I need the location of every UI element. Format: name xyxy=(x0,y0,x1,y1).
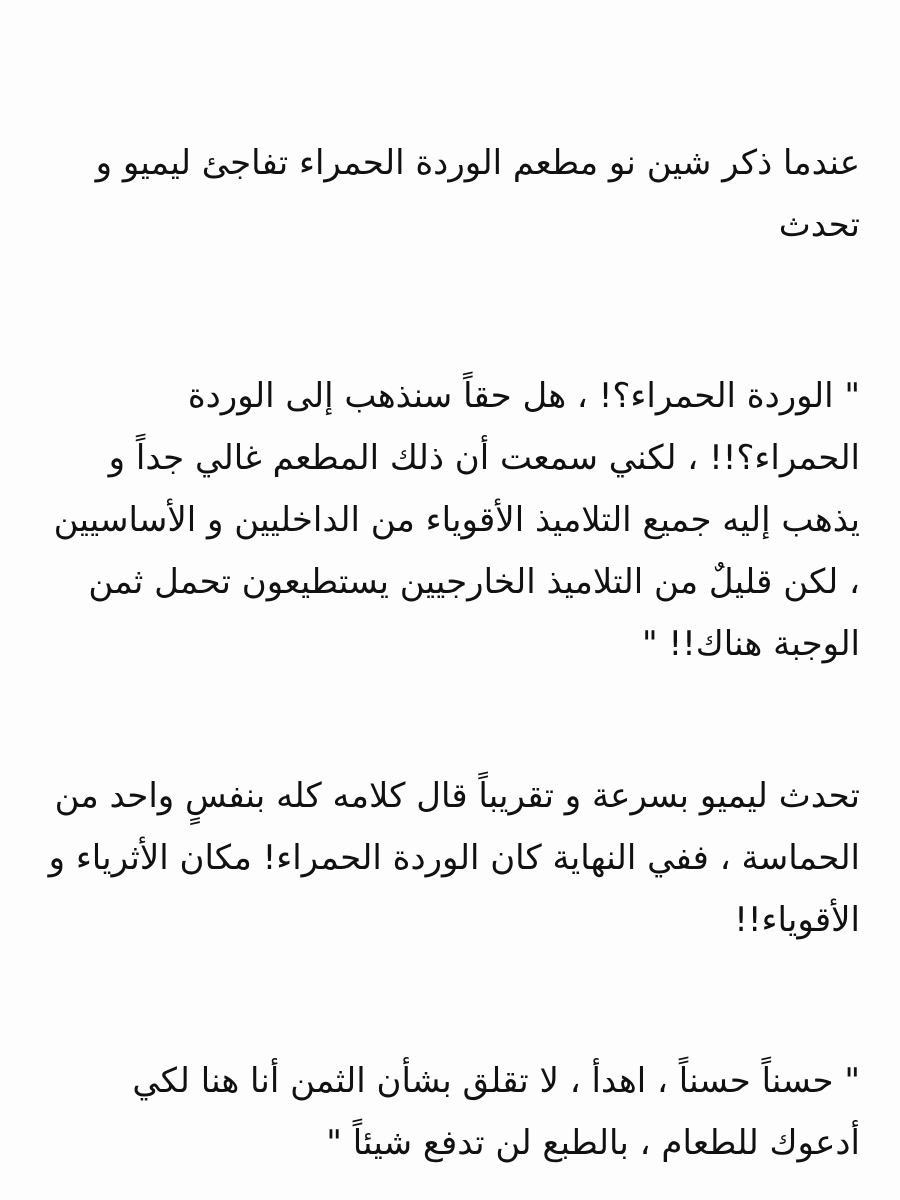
paragraph-narration-1: عندما ذكر شين نو مطعم الوردة الحمراء تفاجئ ليميو و تحدث xyxy=(95,143,860,245)
paragraph-dialogue-1: " الوردة الحمراء؟! ، هل حقاً سنذهب إلى الوردة الحمراء؟!! ، لكني سمعت أن ذلك المطعم غالي جداً و يذهب إليه جميع التلاميذ الأقوياء من الداخليين و الأساسيين ، لكن قليلٌ من التلاميذ الخارجيين يستطيعون تحمل ثمن الوجبة هناك!! " xyxy=(53,376,860,664)
paragraph-dialogue-2: " حسناً حسناً ، اهدأ ، لا تقلق بشأن الثمن أنا هنا لكي أدعوك للطعام ، بالطبع لن تدفع شيئاً " xyxy=(132,1061,860,1163)
paragraph-narration-2: تحدث ليميو بسرعة و تقريباً قال كلامه كله بنفسٍ واحد من الحماسة ، ففي النهاية كان الوردة الحمراء! مكان الأثرياء و الأقوياء!! xyxy=(48,776,860,940)
